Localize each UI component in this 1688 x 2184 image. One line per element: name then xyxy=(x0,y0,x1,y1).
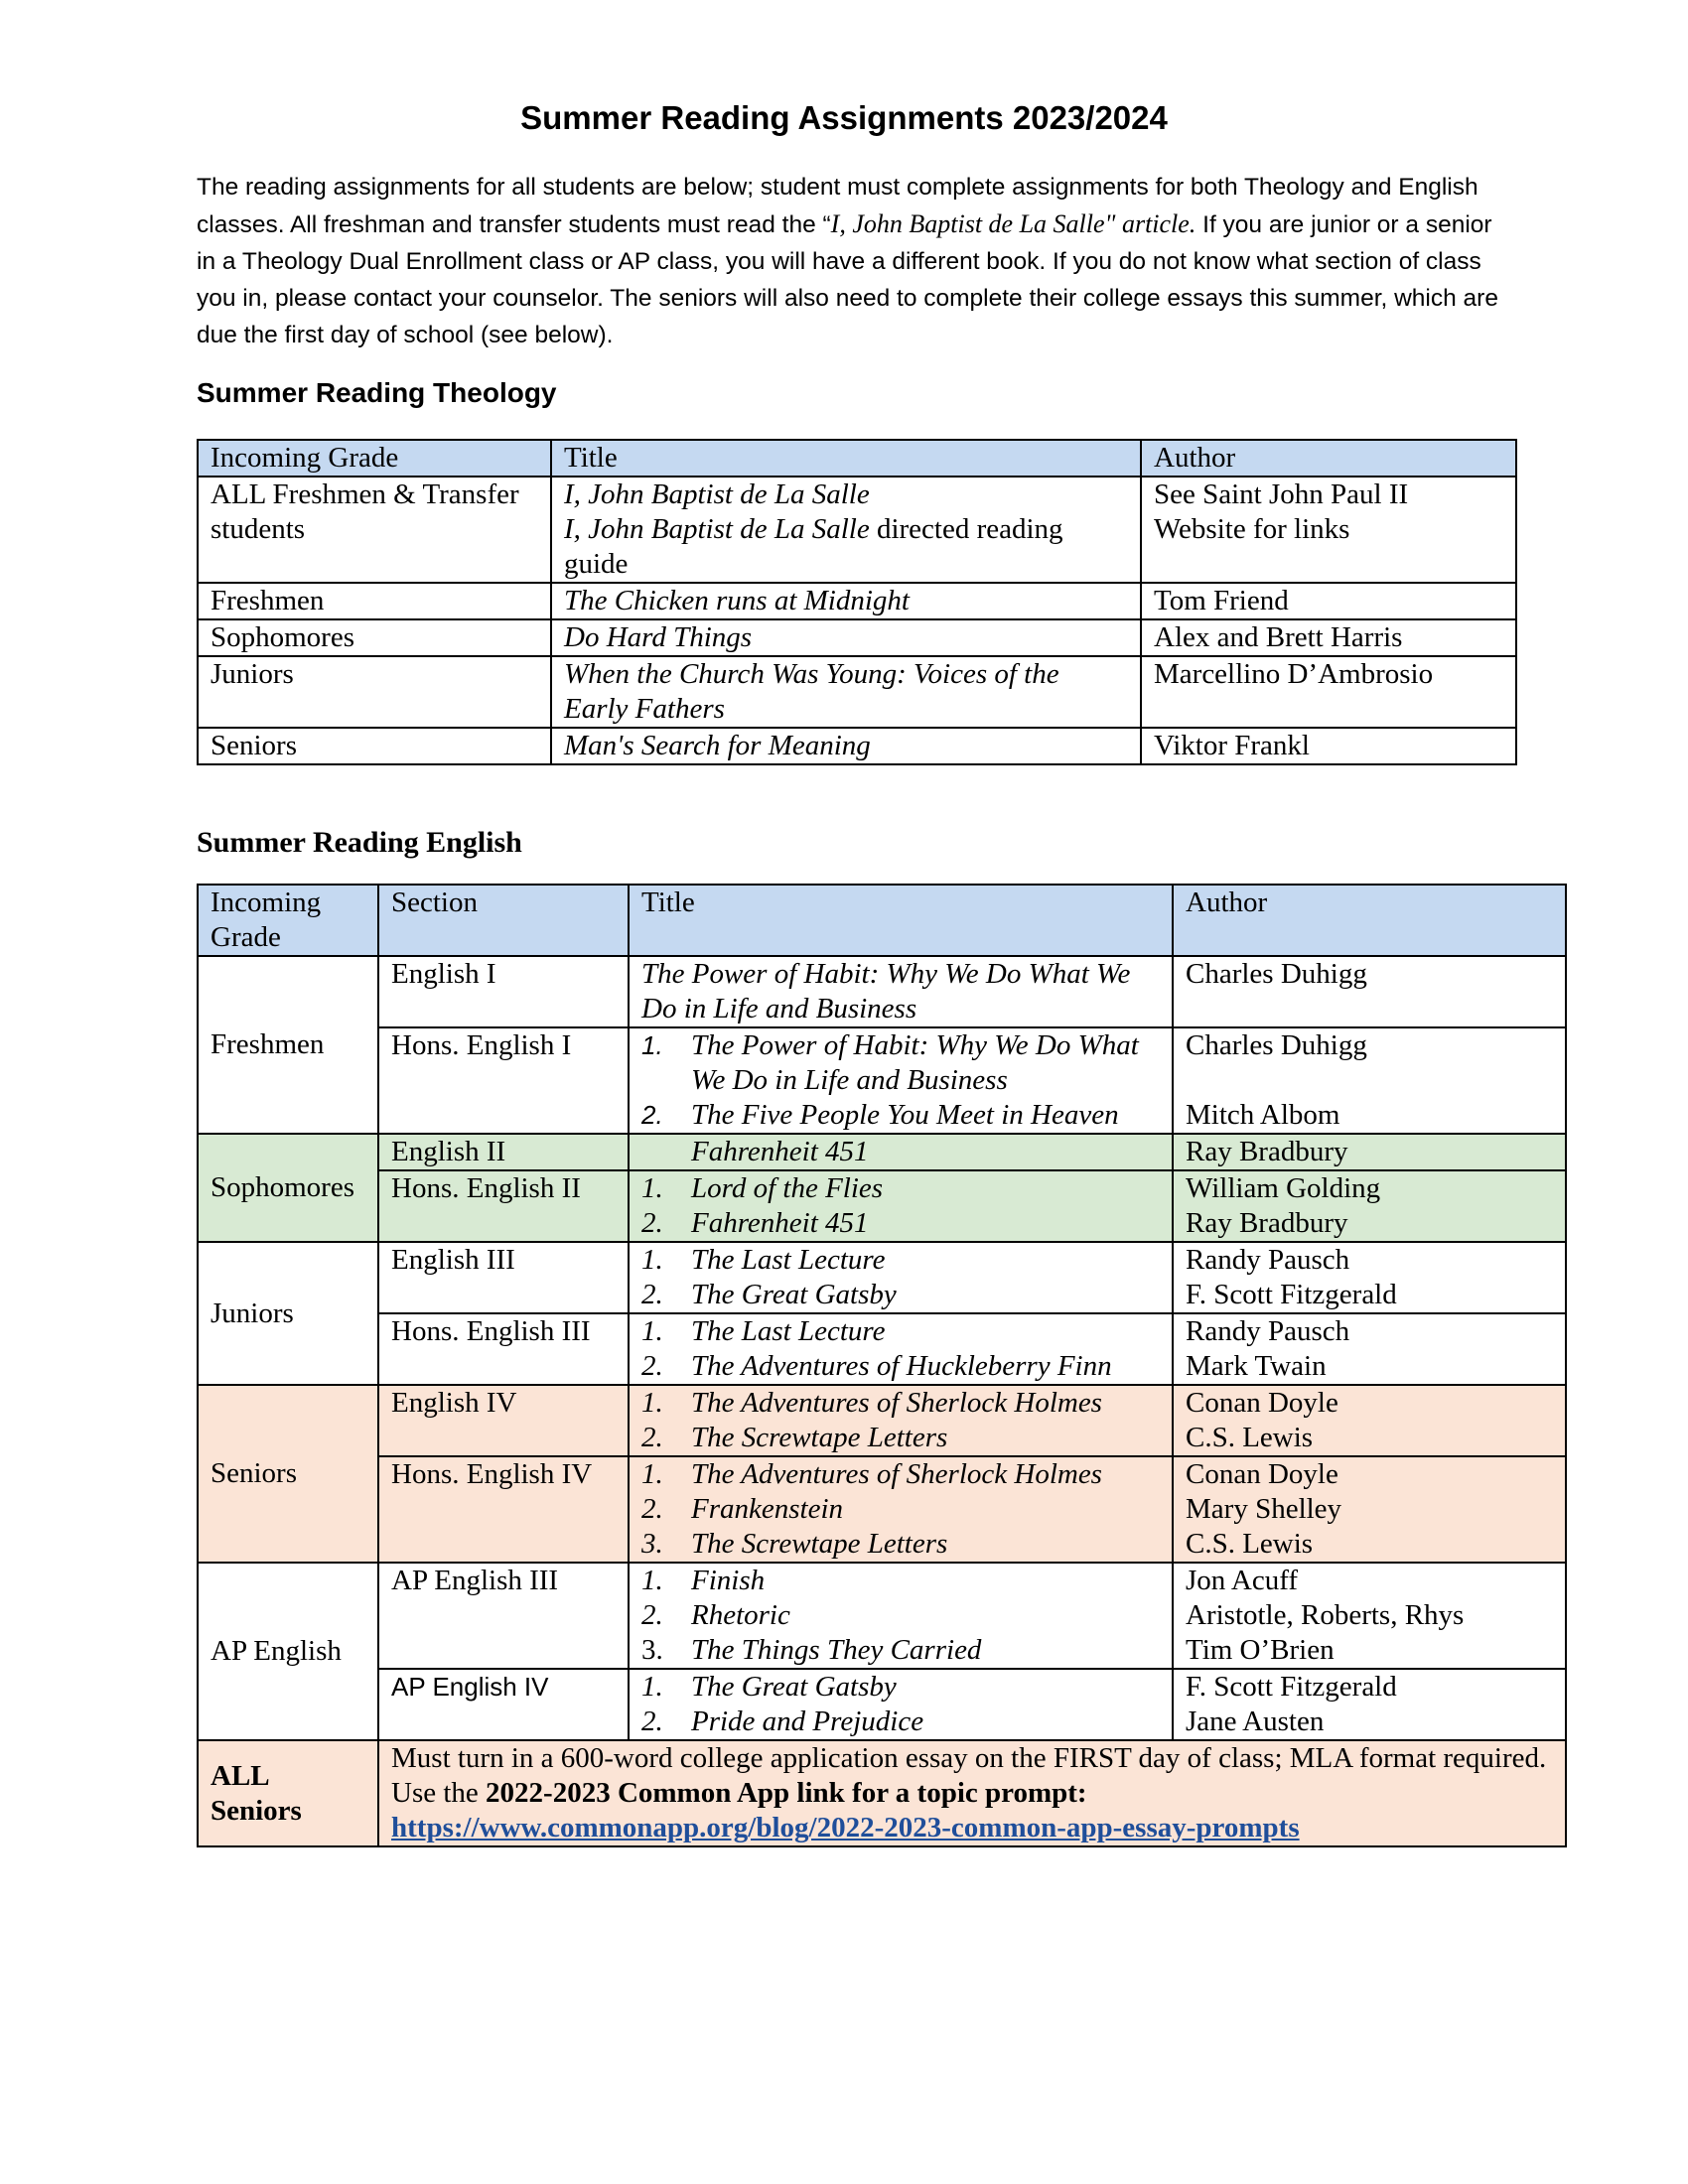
table-row xyxy=(198,1669,1566,1740)
table-row xyxy=(198,583,1516,619)
book-title-italic: I, John Baptist de La Salle xyxy=(564,513,870,545)
section-cell: English IV xyxy=(378,1385,629,1456)
table-row xyxy=(198,1170,1566,1242)
english-header-row xyxy=(198,885,1566,956)
list-item: 2. Rhetoric xyxy=(641,1599,790,1631)
title-cell xyxy=(629,1242,1173,1313)
title-cell: When the Church Was Young: Voices of the Early Fathers xyxy=(551,656,1141,728)
title-cell xyxy=(629,1385,1173,1456)
grade-cell: Seniors xyxy=(198,1385,378,1563)
grade-cell: Sophomores xyxy=(198,619,551,656)
theology-table xyxy=(197,439,1517,765)
section-cell: Hons. English II xyxy=(378,1170,629,1242)
author-cell: Conan Doyle C.S. Lewis xyxy=(1173,1385,1566,1456)
table-row xyxy=(198,1563,1566,1669)
author-cell: William Golding Ray Bradbury xyxy=(1173,1170,1566,1242)
author-cell: Viktor Frankl xyxy=(1141,728,1516,764)
author-cell: Randy Pausch F. Scott Fitzgerald xyxy=(1173,1242,1566,1313)
title-cell xyxy=(629,1669,1173,1740)
title-cell: Man's Search for Meaning xyxy=(551,728,1141,764)
list-item: 1. The Adventures of Sherlock Holmes xyxy=(641,1387,1102,1419)
table-row xyxy=(198,1027,1566,1134)
table-row xyxy=(198,1385,1566,1456)
author-cell: Randy Pausch Mark Twain xyxy=(1173,1313,1566,1385)
essay-note-cell xyxy=(378,1740,1566,1846)
title-cell xyxy=(551,477,1141,583)
table-row xyxy=(198,1242,1566,1313)
grade-cell: Seniors xyxy=(198,728,551,764)
section-cell: English I xyxy=(378,956,629,1027)
author-cell: See Saint John Paul II Website for links xyxy=(1141,477,1516,583)
author-cell: Ray Bradbury xyxy=(1173,1134,1566,1170)
intro-text-1: The reading assignments for all students are below; student must complete assignments for both Theology and English classes. All freshman and transfer students must read the “ xyxy=(197,174,1478,238)
essay-note-text: Must turn in a 600-word college application essay on the FIRST day of class; MLA format required. Use the xyxy=(391,1742,1547,1809)
section-cell: Hons. English IV xyxy=(378,1456,629,1563)
list-item: 2. Frankenstein xyxy=(641,1493,844,1525)
list-item: 1. Lord of the Flies xyxy=(641,1172,884,1204)
title-cell: The Chicken runs at Midnight xyxy=(551,583,1141,619)
book-title: I, John Baptist de La Salle xyxy=(564,478,870,510)
section-cell: English III xyxy=(378,1242,629,1313)
table-row xyxy=(198,956,1566,1027)
author-cell: Conan Doyle Mary Shelley C.S. Lewis xyxy=(1173,1456,1566,1563)
list-item: 1. Finish xyxy=(641,1565,766,1596)
grade-cell: Juniors xyxy=(198,656,551,728)
table-row xyxy=(198,477,1516,583)
book-title-guide xyxy=(564,512,1128,582)
column-header: Author xyxy=(1141,440,1516,477)
section-cell: Hons. English I xyxy=(378,1027,629,1134)
table-row xyxy=(198,656,1516,728)
common-app-link[interactable]: https://www.commonapp.org/blog/2022-2023-common-app-essay-prompts xyxy=(391,1812,1300,1843)
column-header: Title xyxy=(629,885,1173,956)
section-cell: AP English IV xyxy=(378,1669,629,1740)
title-cell xyxy=(629,1313,1173,1385)
english-table xyxy=(197,884,1567,1847)
essay-note-bold: 2022-2023 Common App link for a topic prompt: xyxy=(486,1777,1087,1809)
list-item: 2. The Screwtape Letters xyxy=(641,1422,948,1453)
column-header: Title xyxy=(551,440,1141,477)
list-item: 2. Pride and Prejudice xyxy=(641,1706,924,1737)
english-heading: Summer Reading English xyxy=(197,826,522,859)
grade-cell: Juniors xyxy=(198,1242,378,1385)
grade-cell: Freshmen xyxy=(198,956,378,1134)
page-title: Summer Reading Assignments 2023/2024 xyxy=(520,99,1168,136)
grade-cell: Freshmen xyxy=(198,583,551,619)
theology-heading: Summer Reading Theology xyxy=(197,377,557,408)
list-item: 1. The Adventures of Sherlock Holmes xyxy=(641,1458,1102,1490)
grade-cell: Sophomores xyxy=(198,1134,378,1242)
table-row xyxy=(198,728,1516,764)
author-cell: Charles Duhigg Mitch Albom xyxy=(1173,1027,1566,1134)
table-row xyxy=(198,619,1516,656)
table-row xyxy=(198,1313,1566,1385)
section-cell: English II xyxy=(378,1134,629,1170)
title-cell: The Power of Habit: Why We Do What We Do in Life and Business xyxy=(629,956,1173,1027)
author-cell: Marcellino D’Ambrosio xyxy=(1141,656,1516,728)
author-cell: Charles Duhigg xyxy=(1173,956,1566,1027)
list-item: 3. The Screwtape Letters xyxy=(641,1528,948,1560)
title-cell xyxy=(629,1456,1173,1563)
table-row xyxy=(198,1134,1566,1170)
theology-header-row xyxy=(198,440,1516,477)
book-title-suffix: directed reading guide xyxy=(564,513,1063,580)
list-item: 2. The Five People You Meet in Heaven xyxy=(641,1099,1119,1131)
intro-paragraph xyxy=(197,169,1517,353)
list-item: 1. The Last Lecture xyxy=(641,1315,886,1347)
author-cell: F. Scott Fitzgerald Jane Austen xyxy=(1173,1669,1566,1740)
grade-cell: ALL Seniors xyxy=(198,1740,378,1846)
list-item: 2. Fahrenheit 451 xyxy=(641,1207,869,1239)
grade-cell: ALL Freshmen & Transfer students xyxy=(198,477,551,583)
section-cell: AP English III xyxy=(378,1563,629,1669)
title-cell: Do Hard Things xyxy=(551,619,1141,656)
list-item: 1. The Power of Habit: Why We Do What We Do in Life and Business xyxy=(641,1029,1139,1096)
title-cell xyxy=(629,1027,1173,1134)
column-header: Incoming Grade xyxy=(198,885,378,956)
column-header: Author xyxy=(1173,885,1566,956)
title-cell xyxy=(629,1563,1173,1669)
table-row xyxy=(198,1740,1566,1846)
title-cell: Fahrenheit 451 xyxy=(629,1134,1173,1170)
author-cell: Tom Friend xyxy=(1141,583,1516,619)
section-cell: Hons. English III xyxy=(378,1313,629,1385)
title-cell xyxy=(629,1170,1173,1242)
list-item: 3. The Things They Carried xyxy=(641,1634,982,1666)
table-row xyxy=(198,1456,1566,1563)
intro-article-title: I, John Baptist de La Salle" article. xyxy=(830,209,1196,238)
list-item: 2. The Adventures of Huckleberry Finn xyxy=(641,1350,1112,1382)
column-header: Incoming Grade xyxy=(198,440,551,477)
intro-text-2: If you are junior or a senior in a Theology Dual Enrollment class or AP class, you will have a different book. If you do not know what section of class you in, please contact your counselor. The seniors will also need to complete their college essays this summer, which are due the first day of school (see below). xyxy=(197,211,1498,348)
author-cell: Jon Acuff Aristotle, Roberts, Rhys Tim O’Brien xyxy=(1173,1563,1566,1669)
list-item: 1. The Last Lecture xyxy=(641,1244,886,1276)
list-item: 2. The Great Gatsby xyxy=(641,1279,897,1310)
author-cell: Alex and Brett Harris xyxy=(1141,619,1516,656)
grade-cell: AP English xyxy=(198,1563,378,1740)
column-header: Section xyxy=(378,885,629,956)
list-item: 1. The Great Gatsby xyxy=(641,1671,897,1703)
